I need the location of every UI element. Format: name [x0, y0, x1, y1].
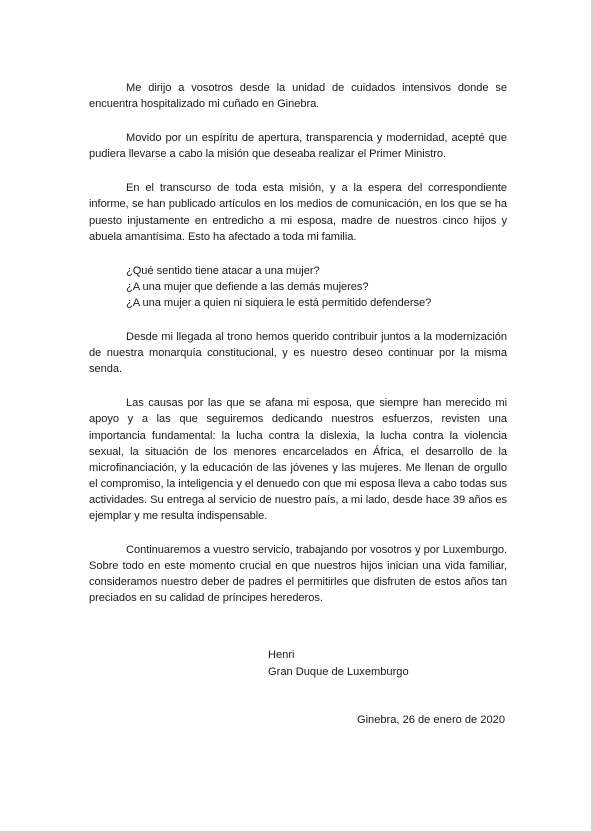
letter-body [89, 80, 507, 624]
paragraph-service: Continuaremos a vuestro servicio, trabajando por vosotros y por Luxemburgo. Sobre todo en este momento crucial en que nuestros hijos inician una vida familiar, consideramos nuestro deber de padres el permitirles que disfruten de estos años tan preciados en su calidad de príncipes herederos. [89, 544, 507, 605]
paragraph-articles: En el transcurso de toda esta misión, y a la espera del correspondiente informe, se han publicado artículos en los medios de comunicación, en los que se ha puesto injustamente en entredicho a mi esposa, madre de nuestros cinco hijos y abuela amantísima. Esto ha afectado a toda mi familia. [89, 182, 507, 243]
signature-block [268, 647, 409, 680]
question-list [126, 263, 507, 311]
signature-name: Henri [268, 649, 295, 661]
paragraph-icu: Me dirijo a vosotros desde la unidad de cuidados intensivos donde se encuentra hospitalizado mi cuñado en Ginebra. [89, 82, 507, 111]
paragraph-throne: Desde mi llegada al trono hemos querido contribuir juntos a la modernización de nuestra monarquía constitucional, y es nuestro deseo continuar por la misma senda. [89, 331, 507, 376]
signature-title: Gran Duque de Luxemburgo [268, 665, 409, 678]
paragraph-mission: Movido por un espíritu de apertura, transparencia y modernidad, acepté que pudiera llevarse a cabo la misión que deseaba realizar el Primer Ministro. [89, 132, 507, 161]
paragraph-causes: Las causas por las que se afana mi esposa, que siempre han merecido mi apoyo y a las que seguiremos dedicando nuestros esfuerzos, revisten una importancia fundamental: la lucha contra la dislexia, la lucha contra la violencia sexual, la situación de los menores encarcelados en África, el desarrollo de la microfinanciación, y la educación de las jóvenes y las mujeres. Me llenan de orgullo el compromiso, la inteligencia y el denuedo con que mi esposa lleva a cabo todas sus actividades. Su entrega al servicio de nuestro país, a mi lado, desde hace 39 años es ejemplar y me resulta indispensable. [89, 397, 507, 522]
question-line: ¿A una mujer que defiende a las demás mujeres? [126, 280, 369, 293]
date-line: Ginebra, 26 de enero de 2020 [356, 714, 505, 726]
question-line: ¿Qué sentido tiene atacar a una mujer? [126, 264, 320, 277]
question-line: ¿A una mujer a quien ni siquiera le está permitido defenderse? [126, 296, 432, 309]
